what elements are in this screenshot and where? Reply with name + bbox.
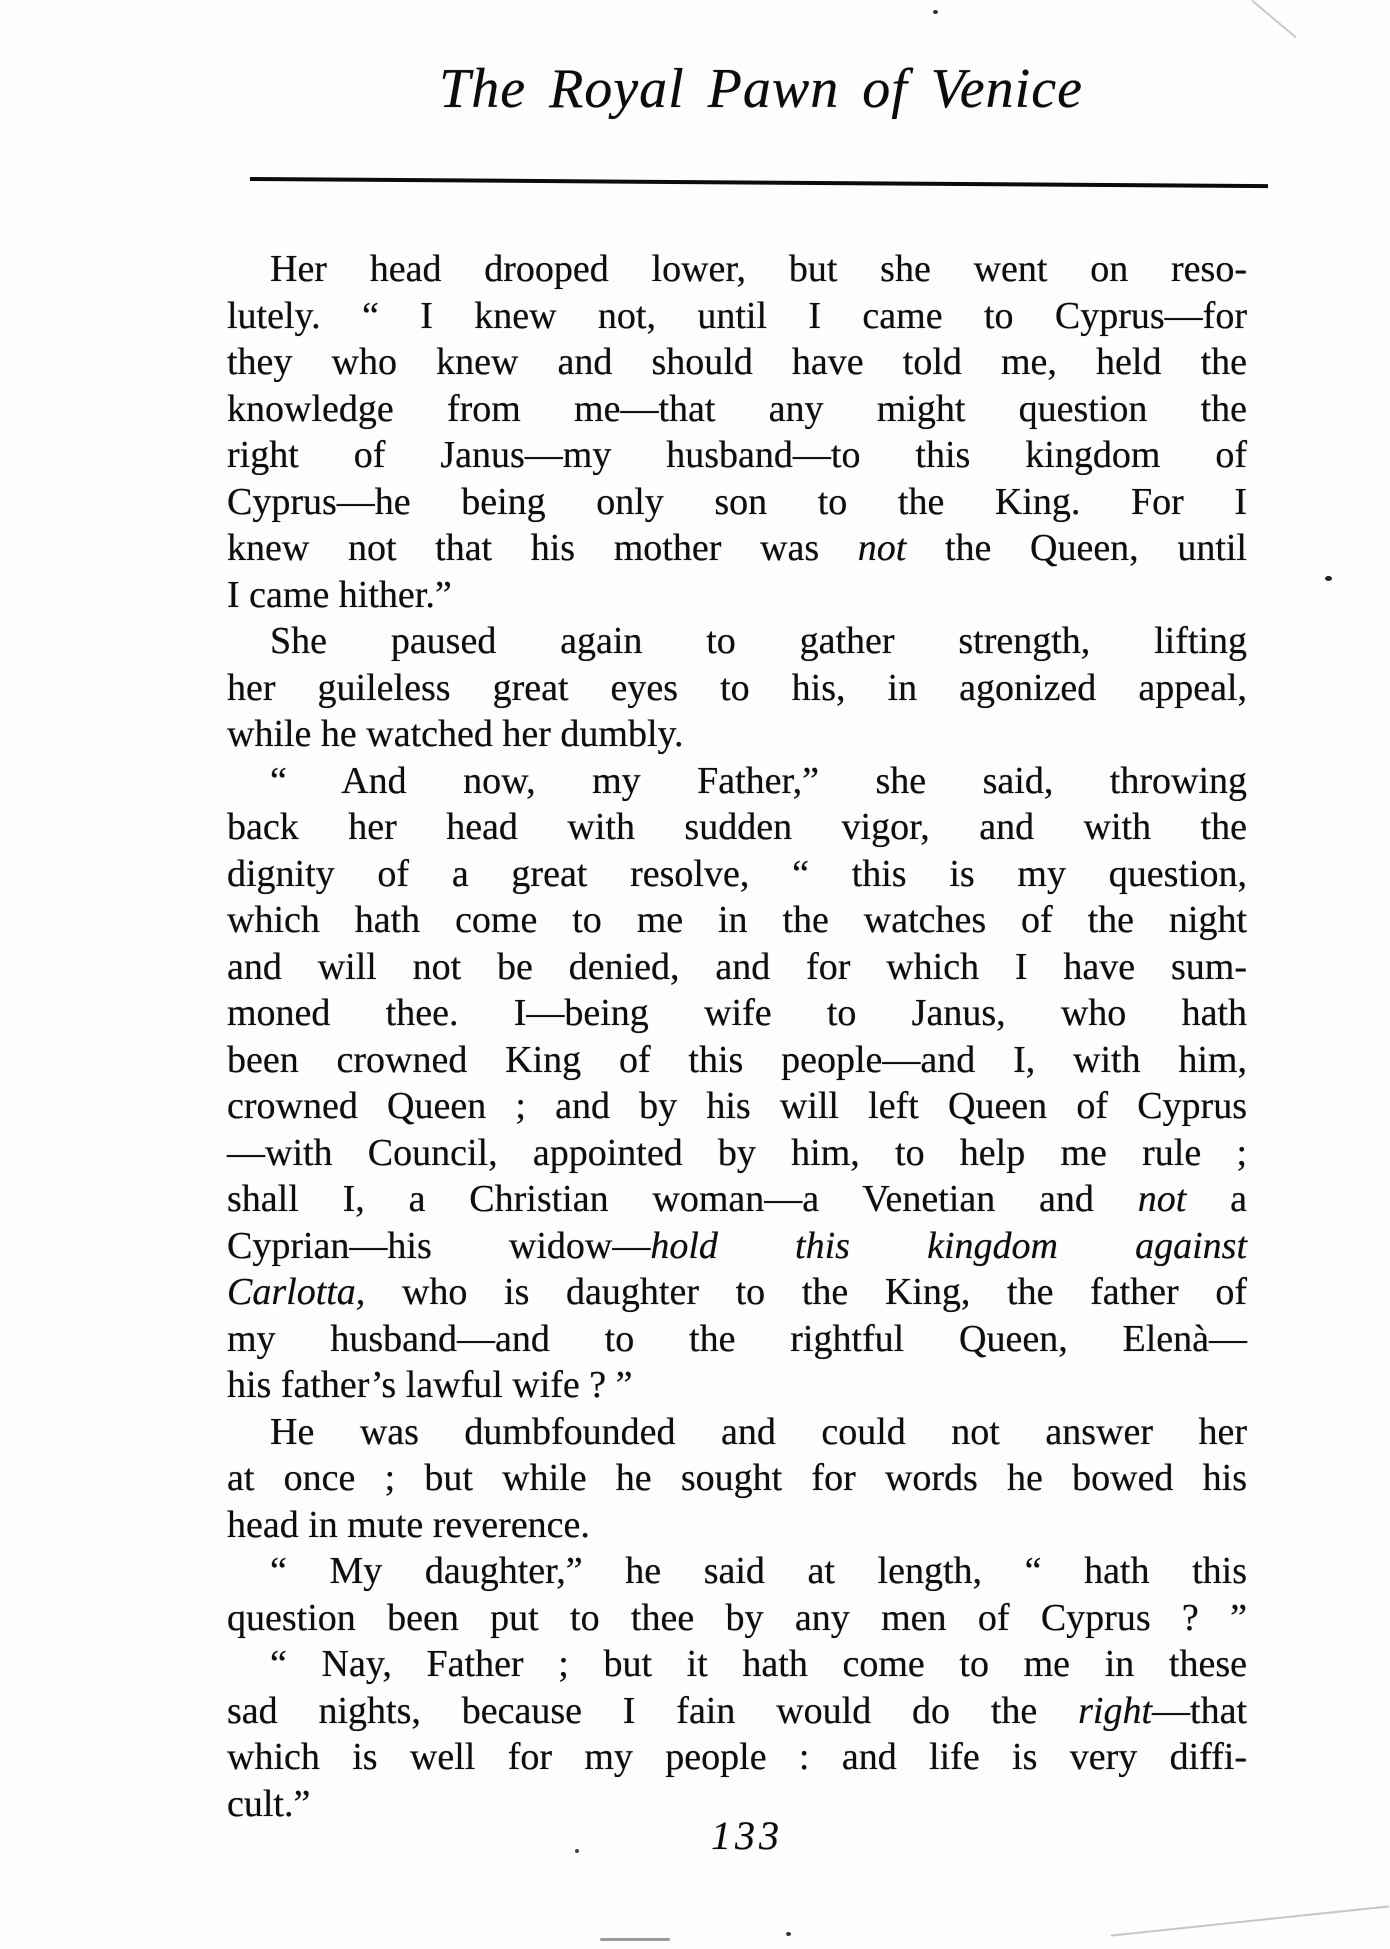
text-segment: the Queen, until [906,527,1247,569]
text-line [227,525,1247,572]
text-segment: sad nights, because I fain would do the [227,1689,1079,1732]
paragraph [227,1641,1247,1827]
text-line [227,618,1247,665]
text-segment: knew not that his mother was [227,527,858,569]
scan-speck [933,10,938,14]
text-line [227,665,1247,712]
scan-scratch [600,1938,670,1941]
running-head [252,52,1270,126]
text-segment: while he watched her dumbly. [227,713,684,755]
paragraph [227,1409,1247,1549]
text-line [227,758,1247,805]
text-line [227,1362,1247,1409]
text-line [227,1083,1247,1130]
text-segment: She paused again to gather strength, lifting [270,620,1247,662]
text-line [227,711,1247,758]
text-line [227,246,1247,293]
text-segment: “ And now, my Father,” she said, throwing [270,759,1247,802]
text-line [227,1223,1247,1270]
text-segment: head in mute reverence. [227,1503,590,1546]
text-segment: back her head with sudden vigor, and with the [227,806,1247,848]
text-segment: moned thee. I—being wife to Janus, who hath [227,992,1247,1034]
text-segment: his father’s lawful wife ? ” [227,1364,633,1406]
text-segment: a [1186,1178,1247,1220]
text-line [227,1595,1247,1642]
text-segment: crowned Queen ; and by his will left Queen of Cyprus [227,1085,1247,1127]
body-text [227,246,1247,1827]
text-line [227,432,1247,479]
scan-speck [786,1932,791,1936]
text-segment: which hath come to me in the watches of the night [227,899,1247,941]
header-rule [250,177,1268,188]
text-segment: Cyprian—his widow— [227,1224,651,1267]
italic-text-segment: hold this kingdom against [650,1224,1247,1267]
text-segment: He was dumbfounded and could not answer her [270,1410,1247,1453]
scan-speck [575,1849,579,1853]
italic-text-segment: right [1078,1689,1153,1732]
scan-scratch [1251,0,1297,38]
paragraph [227,246,1247,618]
text-segment: and will not be denied, and for which I have sum- [227,945,1247,988]
text-segment: question been put to thee by any men of Cyprus ? ” [227,1596,1247,1639]
text-segment: lutely. “ I knew not, until I came to Cyprus—for [227,294,1247,337]
text-segment: shall I, a Christian woman—a Venetian and [227,1178,1138,1220]
text-segment: I came hither.” [227,573,452,616]
text-line [227,572,1247,619]
text-line [227,1269,1247,1316]
italic-text-segment: not [1137,1178,1187,1220]
text-line [227,1641,1247,1688]
text-segment: —that [1152,1689,1247,1732]
text-line [227,1130,1247,1177]
text-line [227,1176,1247,1223]
text-segment: been crowned King of this people—and I, with him, [227,1038,1247,1081]
text-line [227,1037,1247,1084]
text-segment: Her head drooped lower, but she went on reso- [270,248,1247,290]
scan-speck [1325,576,1332,581]
text-segment: “ My daughter,” he said at length, “ hath this [270,1550,1247,1592]
text-line [227,339,1247,386]
text-line [227,1688,1247,1735]
paragraph [227,618,1247,758]
text-line [227,851,1247,898]
text-segment: Cyprus—he being only son to the King. For I [227,480,1247,523]
scan-scratch [1111,1905,1390,1936]
text-segment: dignity of a great resolve, “ this is my question, [227,852,1247,895]
text-segment: knowledge from me—that any might question the [227,387,1247,430]
text-line [227,1409,1247,1456]
italic-text-segment: not [857,527,907,569]
text-line [227,1548,1247,1595]
text-line [227,990,1247,1037]
text-line [227,1502,1247,1549]
text-segment: —with Council, appointed by him, to help me rule ; [227,1131,1247,1174]
text-line [227,293,1247,340]
paragraph [227,1548,1247,1641]
text-line [227,1455,1247,1502]
page-title: The Royal Pawn of Venice [439,58,1083,120]
text-line [227,386,1247,433]
text-line [227,944,1247,991]
text-segment: who is daughter to the King, the father of [365,1271,1247,1313]
text-line [227,804,1247,851]
text-line [227,479,1247,526]
paragraph [227,758,1247,1409]
text-segment: at once ; but while he sought for words he bowed his [227,1457,1247,1499]
page-number: 133 [711,1813,783,1858]
text-line [227,897,1247,944]
text-line [227,1734,1247,1781]
text-segment: which is well for my people : and life is very diffi- [227,1736,1247,1778]
text-segment: right of Janus—my husband—to this kingdom of [227,434,1247,476]
text-segment: they who knew and should have told me, held the [227,341,1247,383]
text-segment: cult.” [227,1782,311,1825]
text-line [227,1316,1247,1363]
text-segment: my husband—and to the rightful Queen, Elenà— [227,1317,1247,1360]
text-segment: “ Nay, Father ; but it hath come to me in these [270,1643,1247,1685]
text-segment: her guileless great eyes to his, in agonized appeal, [227,666,1247,709]
italic-text-segment: Carlotta, [227,1271,366,1313]
